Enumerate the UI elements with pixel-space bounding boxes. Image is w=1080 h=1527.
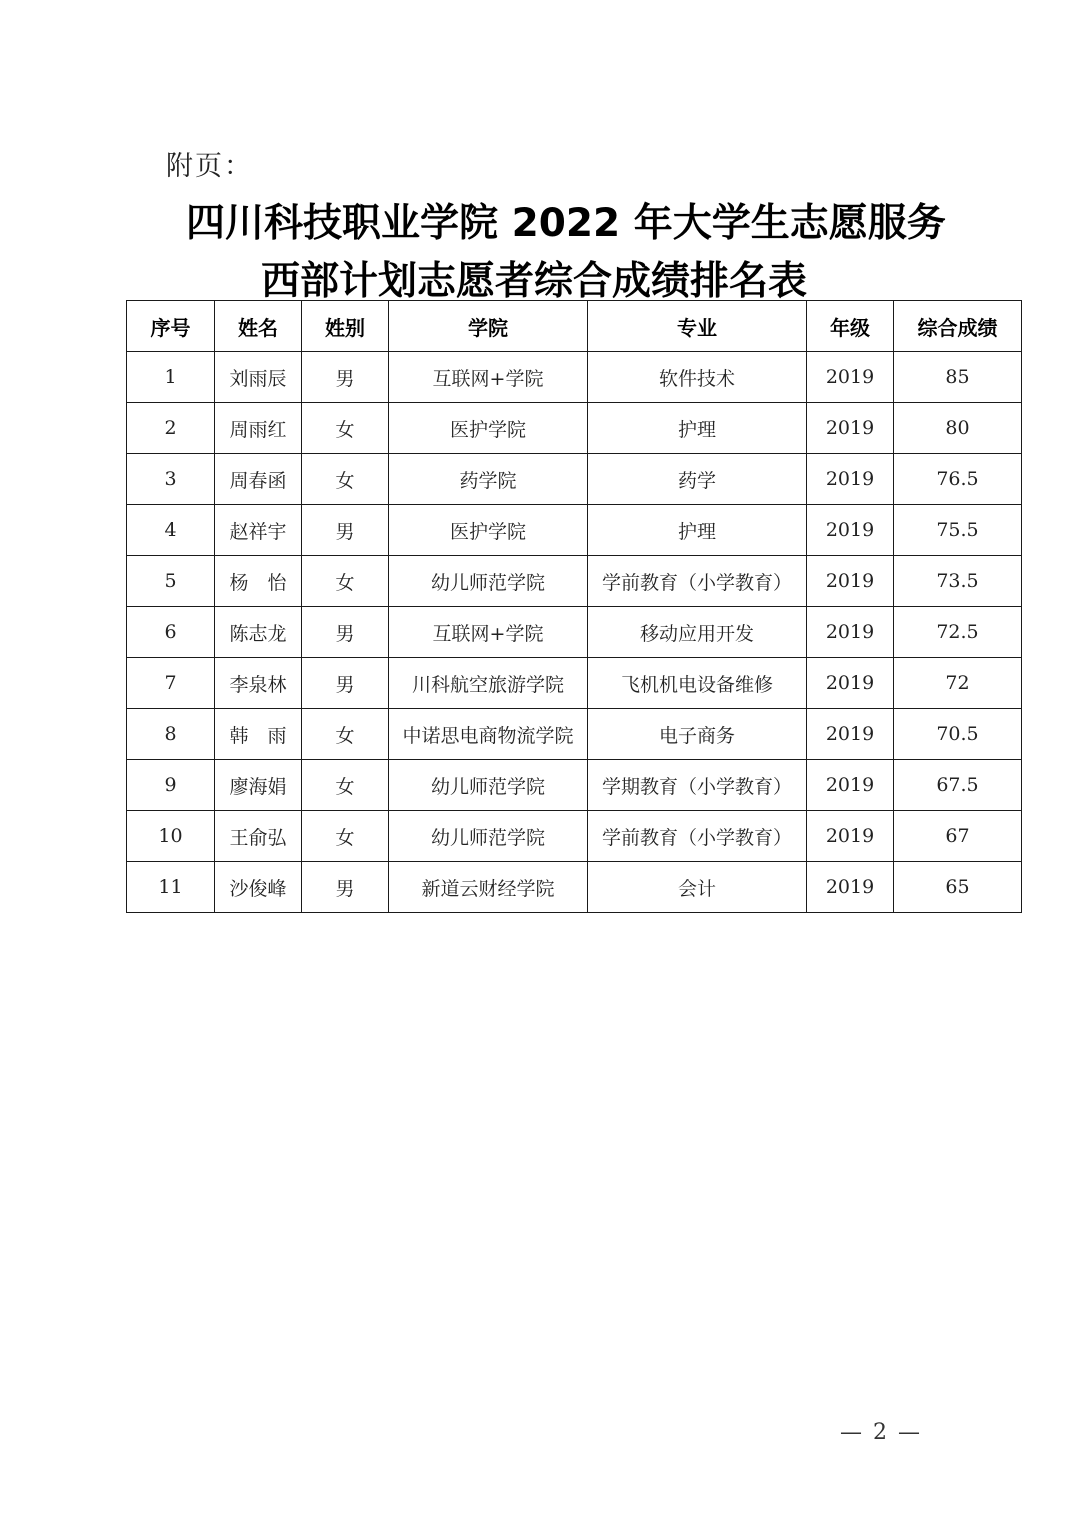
cell-name: 李泉林 [215, 658, 302, 709]
cell-college: 中诺思电商物流学院 [389, 709, 588, 760]
table-row [127, 709, 1022, 760]
cell-grade: 2019 [807, 760, 894, 811]
cell-college: 互联网+学院 [389, 607, 588, 658]
cell-name: 王俞弘 [215, 811, 302, 862]
cell-score: 67 [894, 811, 1022, 862]
cell-index: 8 [127, 709, 215, 760]
cell-major: 电子商务 [588, 709, 807, 760]
header-major: 专业 [588, 301, 807, 352]
cell-index: 5 [127, 556, 215, 607]
cell-college: 幼儿师范学院 [389, 811, 588, 862]
cell-index: 1 [127, 352, 215, 403]
cell-score: 70.5 [894, 709, 1022, 760]
cell-score: 85 [894, 352, 1022, 403]
cell-major: 学前教育（小学教育） [588, 556, 807, 607]
cell-major: 学期教育（小学教育） [588, 760, 807, 811]
cell-gender: 男 [302, 607, 389, 658]
cell-college: 医护学院 [389, 505, 588, 556]
cell-gender: 男 [302, 862, 389, 913]
cell-gender: 女 [302, 454, 389, 505]
cell-name: 陈志龙 [215, 607, 302, 658]
cell-major: 会计 [588, 862, 807, 913]
cell-index: 2 [127, 403, 215, 454]
header-name: 姓名 [215, 301, 302, 352]
cell-name: 刘雨辰 [215, 352, 302, 403]
cell-grade: 2019 [807, 658, 894, 709]
table-row [127, 760, 1022, 811]
cell-college: 幼儿师范学院 [389, 556, 588, 607]
cell-major: 学前教育（小学教育） [588, 811, 807, 862]
table-row [127, 658, 1022, 709]
table-row [127, 403, 1022, 454]
cell-gender: 男 [302, 505, 389, 556]
cell-index: 11 [127, 862, 215, 913]
cell-grade: 2019 [807, 709, 894, 760]
cell-name: 廖海娟 [215, 760, 302, 811]
cell-score: 72.5 [894, 607, 1022, 658]
cell-score: 72 [894, 658, 1022, 709]
cell-college: 医护学院 [389, 403, 588, 454]
cell-score: 75.5 [894, 505, 1022, 556]
cell-gender: 女 [302, 556, 389, 607]
document-title-line-1: 四川科技职业学院 2022 年大学生志愿服务 [186, 201, 946, 246]
table-row [127, 352, 1022, 403]
cell-score: 76.5 [894, 454, 1022, 505]
cell-index: 3 [127, 454, 215, 505]
cell-gender: 女 [302, 760, 389, 811]
cell-name: 韩 雨 [215, 709, 302, 760]
cell-index: 4 [127, 505, 215, 556]
table-row [127, 607, 1022, 658]
cell-index: 10 [127, 811, 215, 862]
cell-gender: 女 [302, 403, 389, 454]
cell-name: 周春函 [215, 454, 302, 505]
cell-grade: 2019 [807, 454, 894, 505]
table-row [127, 505, 1022, 556]
header-gender: 姓别 [302, 301, 389, 352]
cell-gender: 女 [302, 709, 389, 760]
table-header-row [127, 301, 1022, 352]
cell-gender: 女 [302, 811, 389, 862]
header-college: 学院 [389, 301, 588, 352]
cell-major: 移动应用开发 [588, 607, 807, 658]
cell-major: 护理 [588, 403, 807, 454]
table-row [127, 556, 1022, 607]
cell-grade: 2019 [807, 811, 894, 862]
cell-major: 护理 [588, 505, 807, 556]
cell-score: 65 [894, 862, 1022, 913]
cell-college: 新道云财经学院 [389, 862, 588, 913]
cell-grade: 2019 [807, 403, 894, 454]
cell-name: 赵祥宇 [215, 505, 302, 556]
cell-college: 药学院 [389, 454, 588, 505]
cell-gender: 男 [302, 658, 389, 709]
cell-score: 80 [894, 403, 1022, 454]
table-row [127, 862, 1022, 913]
cell-major: 软件技术 [588, 352, 807, 403]
attachment-label: 附页： [166, 151, 253, 182]
header-index: 序号 [127, 301, 215, 352]
cell-index: 6 [127, 607, 215, 658]
cell-college: 川科航空旅游学院 [389, 658, 588, 709]
cell-grade: 2019 [807, 862, 894, 913]
table-row [127, 454, 1022, 505]
document-title-line-2: 西部计划志愿者综合成绩排名表 [261, 259, 808, 304]
cell-college: 互联网+学院 [389, 352, 588, 403]
header-grade: 年级 [807, 301, 894, 352]
cell-name: 周雨红 [215, 403, 302, 454]
cell-score: 67.5 [894, 760, 1022, 811]
page-number: — 2 — [840, 1420, 922, 1445]
cell-name: 杨 怡 [215, 556, 302, 607]
table-body [127, 352, 1022, 913]
table-row [127, 811, 1022, 862]
cell-index: 7 [127, 658, 215, 709]
cell-name: 沙俊峰 [215, 862, 302, 913]
cell-grade: 2019 [807, 505, 894, 556]
header-score: 综合成绩 [894, 301, 1022, 352]
cell-grade: 2019 [807, 352, 894, 403]
cell-major: 飞机机电设备维修 [588, 658, 807, 709]
cell-gender: 男 [302, 352, 389, 403]
cell-major: 药学 [588, 454, 807, 505]
cell-score: 73.5 [894, 556, 1022, 607]
cell-grade: 2019 [807, 607, 894, 658]
cell-grade: 2019 [807, 556, 894, 607]
ranking-table [126, 300, 1022, 913]
cell-college: 幼儿师范学院 [389, 760, 588, 811]
cell-index: 9 [127, 760, 215, 811]
